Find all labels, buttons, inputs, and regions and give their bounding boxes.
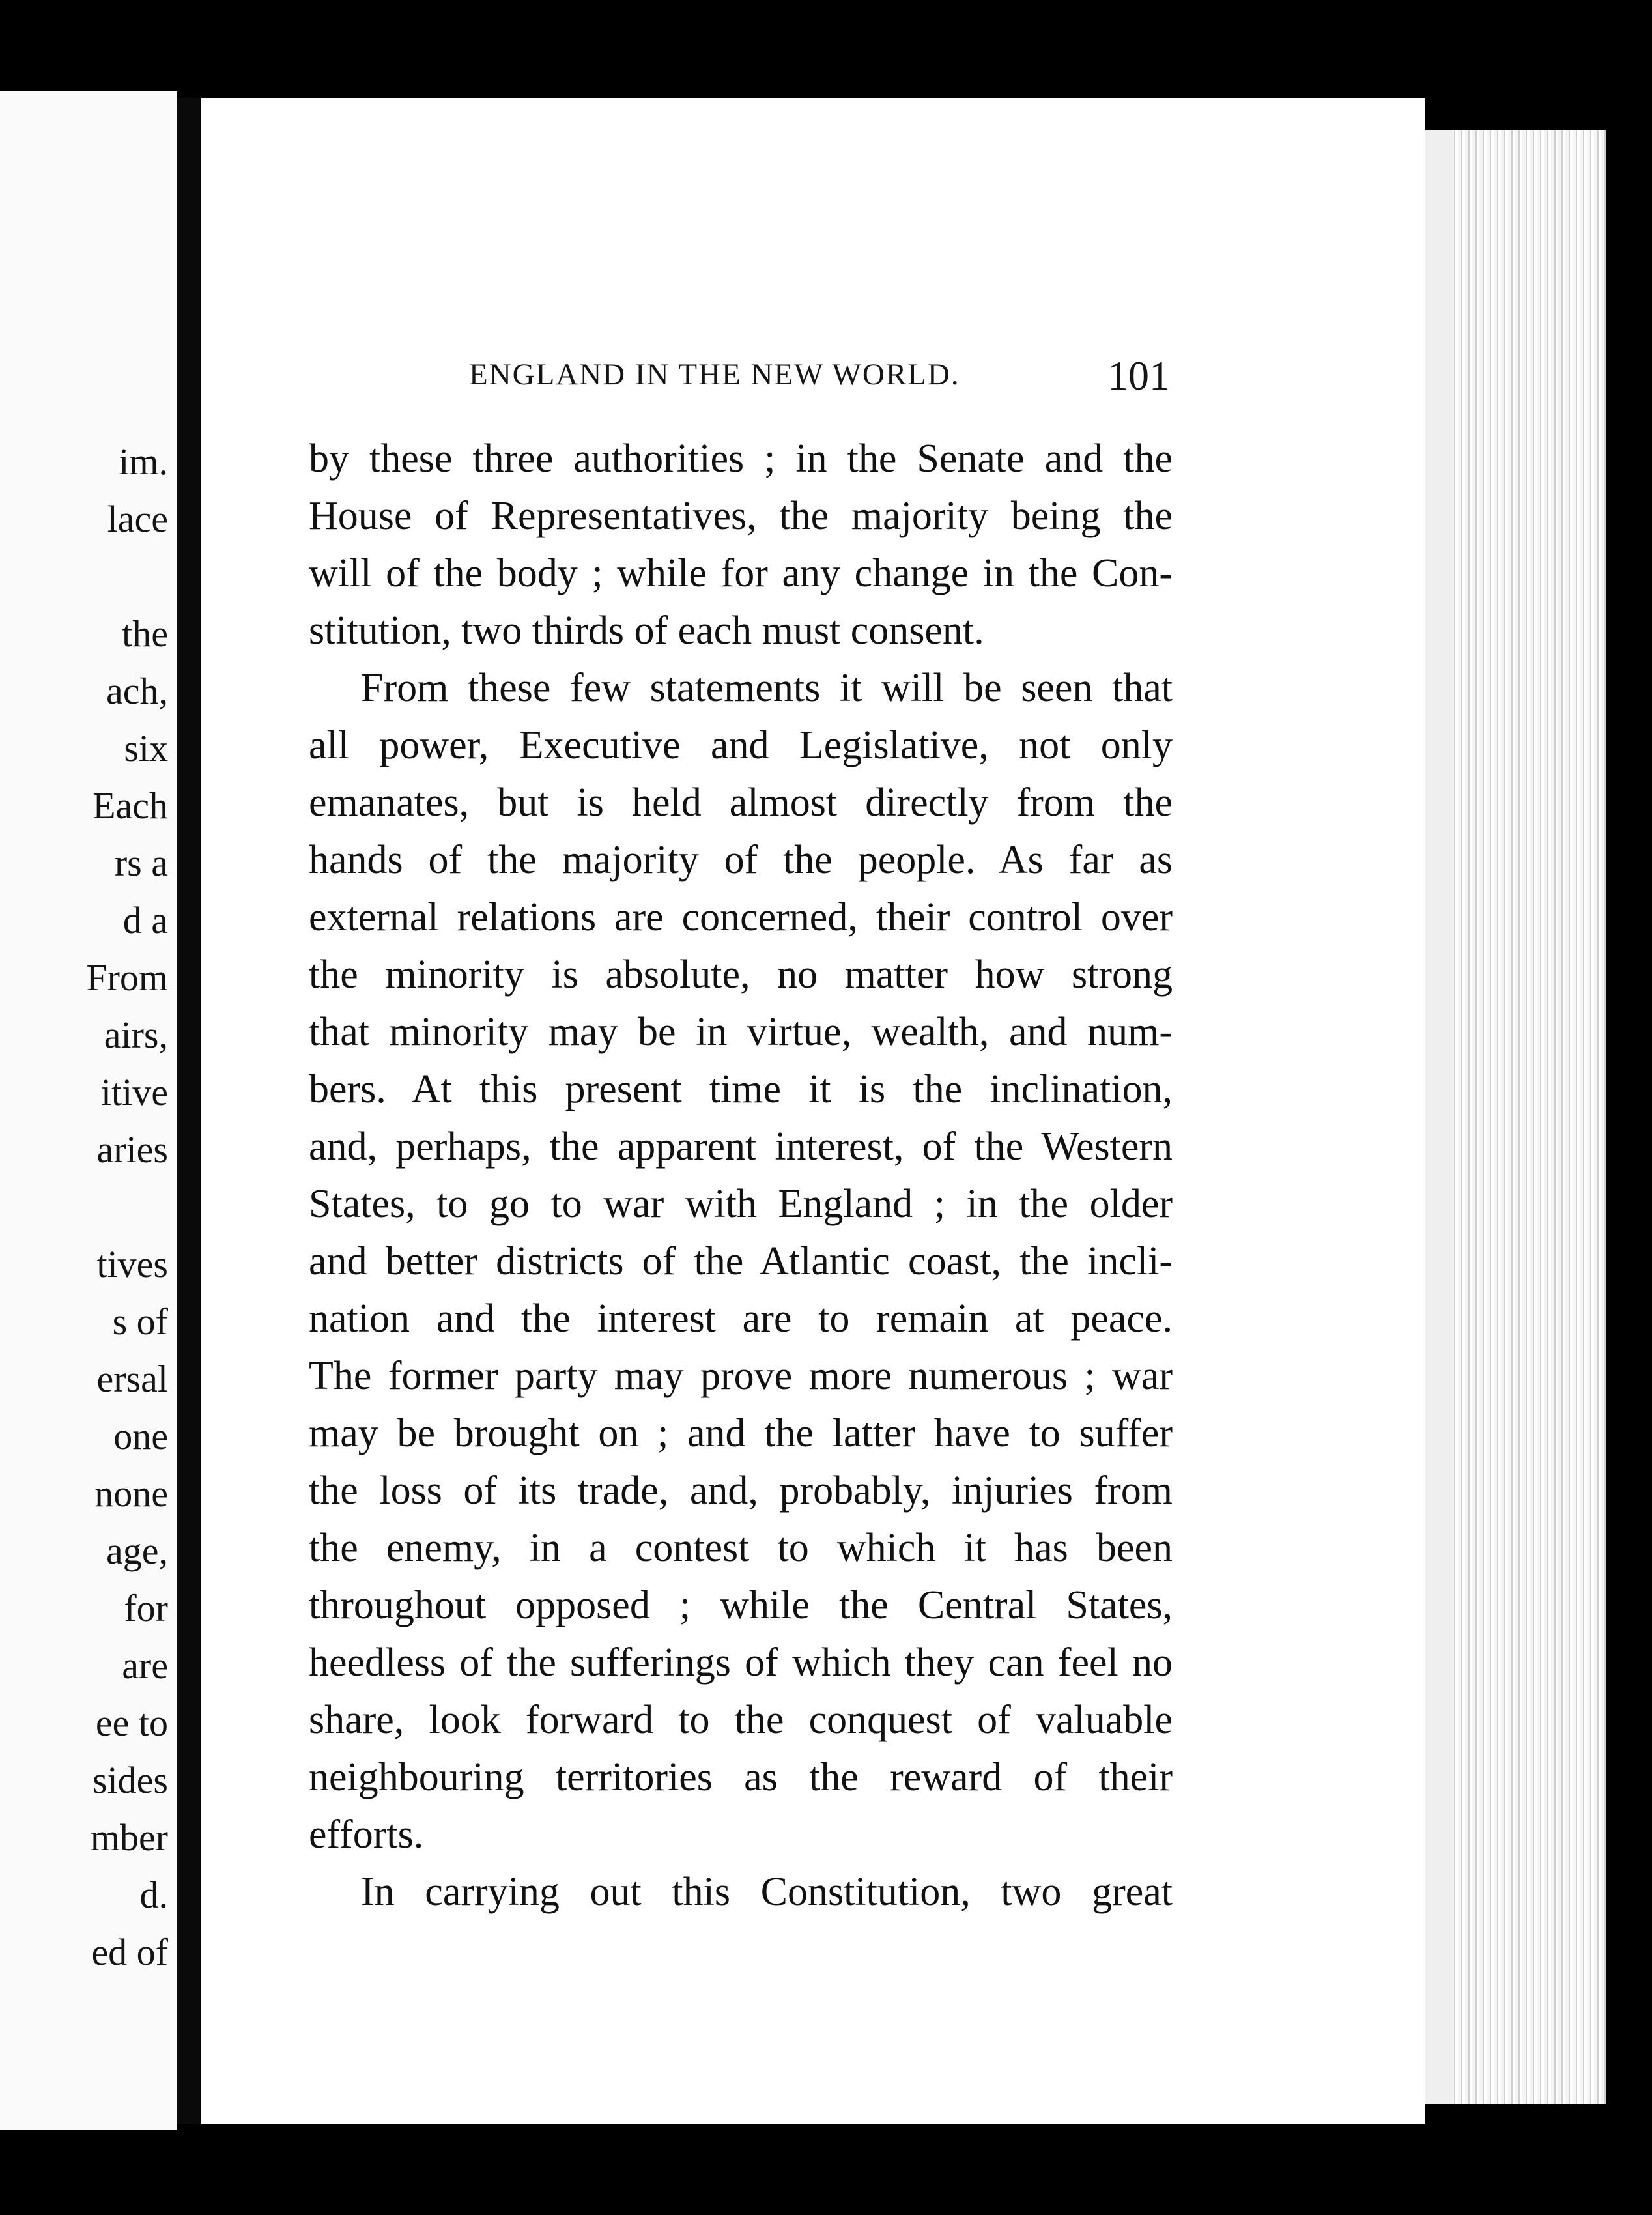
left-page-line: airs, <box>104 1014 168 1056</box>
page-number: 101 <box>1107 352 1170 399</box>
text-line: House of Representatives, the majority being the <box>309 494 1173 538</box>
text-line: stitution, two thirds of each must consent. <box>309 608 984 653</box>
text-line: by these three authorities ; in the Senate and the <box>309 436 1173 481</box>
left-page-line: im. <box>119 440 168 483</box>
text-line: share, look forward to the conquest of valuable <box>309 1698 1173 1742</box>
left-page-line: s of <box>112 1300 168 1343</box>
paragraph <box>309 1863 1173 1921</box>
text-line: bers. At this present time it is the inclination, <box>309 1067 1173 1111</box>
running-head-title: ENGLAND IN THE NEW WORLD. <box>469 358 960 392</box>
left-page-line: ersal <box>96 1358 168 1400</box>
left-page-line: aries <box>96 1128 168 1171</box>
left-page-line: sides <box>93 1759 168 1801</box>
text-line: may be brought on ; and the latter have to suffer <box>309 1411 1173 1455</box>
text-line: the loss of its trade, and, probably, injuries from <box>309 1468 1173 1513</box>
left-page-line: Each <box>93 784 168 827</box>
text-line: In carrying out this Constitution, two great <box>361 1870 1173 1914</box>
text-line: and, perhaps, the apparent interest, of the Western <box>309 1124 1173 1169</box>
body-text <box>309 430 1173 1921</box>
left-page-line: itive <box>100 1071 168 1113</box>
left-page-line: age, <box>106 1530 168 1572</box>
text-line: will of the body ; while for any change in the Con- <box>309 551 1173 595</box>
text-line: the minority is absolute, no matter how strong <box>309 952 1173 997</box>
text-line: heedless of the sufferings of which they can feel no <box>309 1640 1173 1685</box>
text-line: all power, Executive and Legislative, not only <box>309 723 1173 767</box>
text-line: and better districts of the Atlantic coast, the incli- <box>309 1239 1173 1283</box>
text-line: hands of the majority of the people. As far as <box>309 838 1173 882</box>
book-gutter <box>177 98 201 2124</box>
left-page-line: lace <box>107 498 168 540</box>
left-page-line: From <box>86 956 168 999</box>
text-line: emanates, but is held almost directly from the <box>309 780 1173 825</box>
left-page-line: six <box>124 727 168 769</box>
text-line: neighbouring territories as the reward of their <box>309 1755 1173 1799</box>
text-line: throughout opposed ; while the Central States, <box>309 1583 1173 1627</box>
left-page-line: for <box>124 1587 168 1629</box>
text-line: The former party may prove more numerous ; war <box>309 1354 1173 1398</box>
left-page-line: ach, <box>106 670 168 712</box>
left-page-line: are <box>122 1644 168 1687</box>
text-line: the enemy, in a contest to which it has been <box>309 1526 1173 1570</box>
left-page-line: one <box>113 1415 168 1457</box>
left-page-line: tives <box>96 1243 168 1285</box>
text-line: From these few statements it will be seen that <box>361 666 1173 710</box>
left-page-line: ee to <box>95 1702 168 1744</box>
paragraph <box>309 430 1173 659</box>
left-page-line: the <box>122 612 168 655</box>
text-line: efforts. <box>309 1812 424 1857</box>
left-page-line: d a <box>122 899 168 941</box>
text-line: that minority may be in virtue, wealth, and num- <box>309 1010 1173 1054</box>
paragraph <box>309 659 1173 1863</box>
left-page-line: ed of <box>91 1931 168 1973</box>
left-page-line: mber <box>90 1816 168 1859</box>
text-line: nation and the interest are to remain at peace. <box>309 1296 1173 1341</box>
left-page-line: rs a <box>114 842 168 884</box>
text-line: States, to go to war with England ; in the older <box>309 1182 1173 1226</box>
text-line: external relations are concerned, their control over <box>309 895 1173 939</box>
left-page-fragment <box>0 91 177 2130</box>
left-page-line: none <box>94 1472 168 1515</box>
left-page-line: d. <box>139 1874 168 1916</box>
